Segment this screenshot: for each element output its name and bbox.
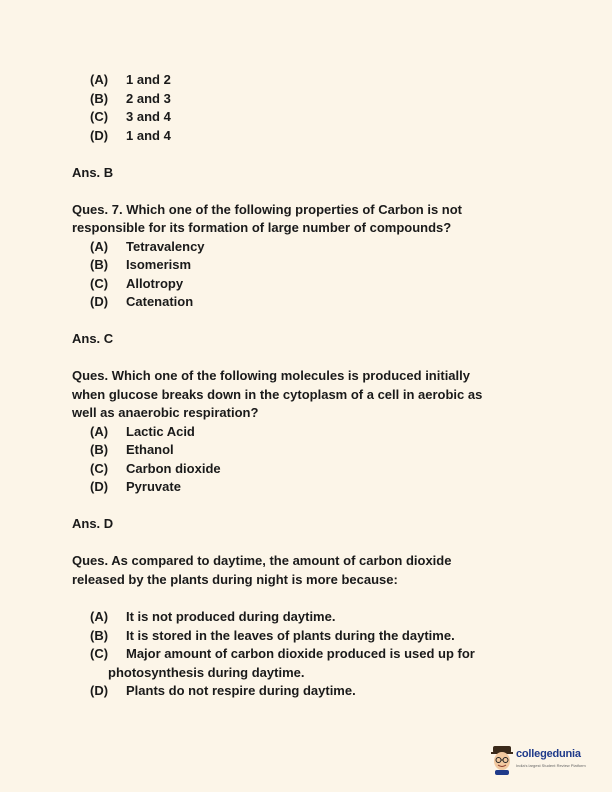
option-text: Carbon dioxide [126, 461, 221, 476]
brand-name: collegedunia [516, 748, 581, 760]
option-text: Lactic Acid [126, 424, 195, 439]
option-text: Tetravalency [126, 239, 205, 254]
option-text: Isomerism [126, 257, 192, 272]
q9-question-line-2: released by the plants during night is more because: [72, 572, 398, 587]
q8-option-c [90, 460, 221, 478]
q8-option-a [90, 423, 195, 441]
option-text: 3 and 4 [126, 109, 171, 124]
q7-option-c [90, 275, 183, 293]
q6-answer: Ans. B [72, 165, 114, 180]
mascot-icon [490, 744, 514, 776]
option-label: (C) [90, 646, 109, 661]
q9-option-b [90, 627, 455, 645]
q7-question-line-1: Ques. 7. Which one of the following properties of Carbon is not [72, 202, 463, 217]
q8-answer: Ans. D [72, 516, 114, 531]
q9-option-c [90, 645, 475, 663]
q8-option-d [90, 478, 181, 496]
brand-tagline: India's largest Student Review Platform [516, 763, 586, 768]
option-text: Allotropy [126, 276, 184, 291]
option-label: (D) [90, 683, 109, 698]
q9-option-a [90, 608, 335, 626]
option-label: (B) [90, 442, 109, 457]
option-label: (C) [90, 109, 109, 124]
q9-option-d [90, 682, 356, 700]
option-label: (B) [90, 91, 109, 106]
q7-option-a [90, 238, 205, 256]
q7-option-d [90, 293, 193, 311]
option-text: 2 and 3 [126, 91, 171, 106]
q8-option-b [90, 441, 174, 459]
q8-question-line-3: well as anaerobic respiration? [72, 405, 259, 420]
option-label: (A) [90, 609, 109, 624]
q7-answer: Ans. C [72, 331, 114, 346]
q6-option-c [90, 108, 171, 126]
option-label: (A) [90, 72, 109, 87]
q8-question-line-2: when glucose breaks down in the cytoplasm of a cell in aerobic as [72, 387, 483, 402]
option-label: (B) [90, 628, 109, 643]
option-text: It is stored in the leaves of plants during the daytime. [126, 628, 455, 643]
q9-question-line-1: Ques. As compared to daytime, the amount of carbon dioxide [72, 553, 452, 568]
option-text: Ethanol [126, 442, 174, 457]
q9-option-c-continuation [108, 664, 304, 682]
q8-question-line-1: Ques. Which one of the following molecules is produced initially [72, 368, 470, 383]
option-label: (B) [90, 257, 109, 272]
option-text: photosynthesis during daytime. [108, 665, 305, 680]
option-label: (C) [90, 276, 109, 291]
q7-option-b [90, 256, 191, 274]
option-text: Plants do not respire during daytime. [126, 683, 356, 698]
option-text: It is not produced during daytime. [126, 609, 336, 624]
option-label: (D) [90, 294, 109, 309]
option-label: (C) [90, 461, 109, 476]
q6-option-d [90, 127, 171, 145]
option-label: (D) [90, 479, 109, 494]
option-label: (D) [90, 128, 109, 143]
option-text: 1 and 2 [126, 72, 171, 87]
q6-option-b [90, 90, 171, 108]
option-text: Major amount of carbon dioxide produced is used up for [126, 646, 475, 661]
option-text: Pyruvate [126, 479, 181, 494]
option-label: (A) [90, 239, 109, 254]
q6-option-a [90, 71, 171, 89]
option-label: (A) [90, 424, 109, 439]
option-text: Catenation [126, 294, 194, 309]
option-text: 1 and 4 [126, 128, 171, 143]
collegedunia-logo [490, 742, 600, 778]
q7-question-line-2: responsible for its formation of large number of compounds? [72, 220, 452, 235]
